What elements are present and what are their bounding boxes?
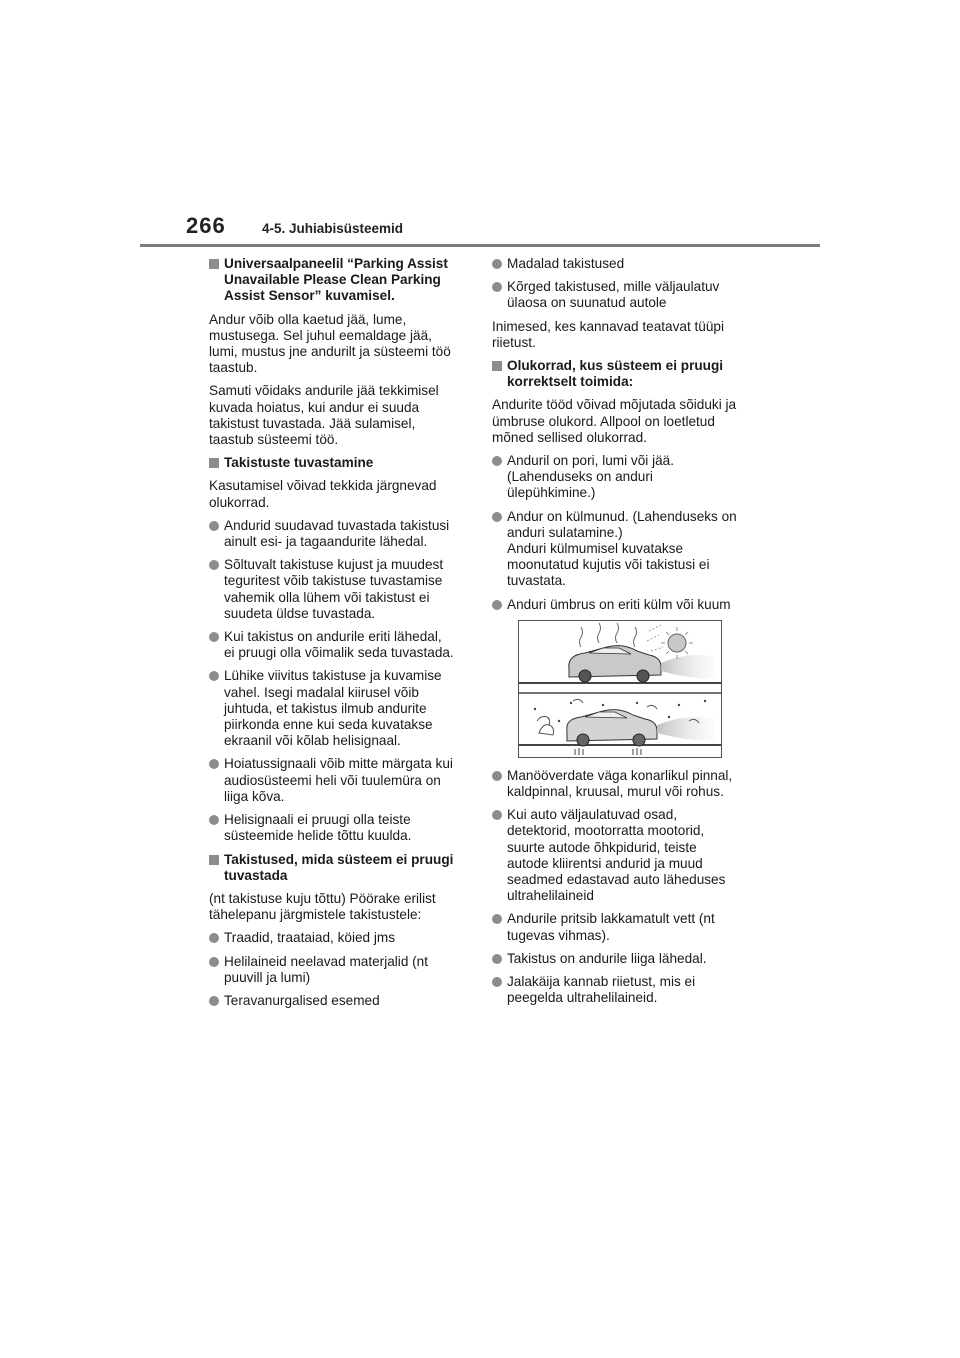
text-line: Helisignaali ei pruugi olla teiste xyxy=(224,812,411,828)
text-bullet xyxy=(209,629,471,661)
text-line: ekraanil või kõlab helisignaal. xyxy=(224,733,401,749)
text-line: detektorid, mootorratta mootorid, xyxy=(507,823,705,839)
text-bullet xyxy=(209,954,471,986)
text-line: ei pruugi olla võimalik seda tuvastada. xyxy=(224,645,454,661)
page-number: 266 xyxy=(186,213,226,238)
text-line: Olukorrad, kus süsteem ei pruugi xyxy=(507,358,724,374)
square-bullet-icon xyxy=(209,259,219,269)
text-line: Manööverdate väga konarlikul pinnal, xyxy=(507,767,733,783)
text-line: tuvastada xyxy=(224,867,288,883)
text-bullet xyxy=(492,768,754,800)
text-heading xyxy=(209,256,471,305)
text-line: Universaalpaneelil “Parking Assist xyxy=(224,256,448,271)
circle-bullet-icon xyxy=(209,759,219,769)
text-line: Assist Sensor” kuvamisel. xyxy=(224,288,395,304)
text-bullet xyxy=(492,974,754,1006)
text-line: Takistuste tuvastamine xyxy=(224,455,374,471)
text-line: tähelepanu järgmistele takistustele: xyxy=(209,907,422,923)
text-line: ülepühkimine.) xyxy=(507,485,596,501)
text-line: kuvada hoiatus, kui andur ei suuda xyxy=(209,399,420,415)
text-bullet xyxy=(492,911,754,943)
text-line: vahemik olla lühem või takistust ei xyxy=(224,589,430,605)
circle-bullet-icon xyxy=(492,810,502,820)
weather-illustration xyxy=(518,620,722,758)
sensor-wave-bottom xyxy=(657,717,715,741)
text-line: moonutatud kujutis või takistusi ei xyxy=(507,557,710,573)
circle-bullet-icon xyxy=(492,456,502,466)
text-line: Helilaineid neelavad materjalid (nt xyxy=(224,953,429,969)
text-line: Sõltuvalt takistuse kujust ja muudest xyxy=(224,557,444,573)
circle-bullet-icon xyxy=(209,632,219,642)
text-line: suudeta üldse tuvastada. xyxy=(224,605,376,621)
text-bullet xyxy=(492,279,754,311)
text-bullet xyxy=(492,509,754,590)
text-line: ainult esi- ja tagaandurite lähedal. xyxy=(224,534,428,550)
text-line: Anduri külmumisel kuvatakse xyxy=(507,541,684,557)
circle-bullet-icon xyxy=(209,560,219,570)
text-line: Hoiatussignaali võib mitte märgata kui xyxy=(224,756,453,772)
circle-bullet-icon xyxy=(209,815,219,825)
text-line: peegelda ultrahelilaineid. xyxy=(507,990,658,1006)
circle-bullet-icon xyxy=(209,957,219,967)
text-bullet xyxy=(209,930,471,946)
text-bullet xyxy=(492,256,754,272)
text-line: vahel. Isegi madalal kiirusel võib xyxy=(224,684,419,700)
text-bullet xyxy=(209,668,471,749)
text-line: Takistus on andurile liiga lähedal. xyxy=(507,950,707,966)
text-bullet xyxy=(209,993,471,1009)
text-line: Takistused, mida süsteem ei pruugi xyxy=(224,851,454,867)
text-line: autode kliirentsi andurid ja muud xyxy=(507,855,703,871)
text-bullet xyxy=(492,597,754,613)
text-line: riietust. xyxy=(492,334,536,350)
circle-bullet-icon xyxy=(209,671,219,681)
text-line: piirkonda enne kui seda kuvatakse xyxy=(224,717,433,733)
square-bullet-icon xyxy=(209,458,219,468)
text-para xyxy=(209,383,471,448)
text-line: Andurite tööd võivad mõjutada sõiduki ja xyxy=(492,397,737,413)
section-title: 4-5. Juhiabisüsteemid xyxy=(262,221,404,236)
text-line: kaldpinnal, kruusal, murul või rohus. xyxy=(507,784,724,800)
text-para xyxy=(209,478,471,510)
text-line: Lühike viivitus takistuse ja kuvamise xyxy=(224,668,442,684)
text-para xyxy=(492,397,754,446)
text-line: Anduri ümbrus on eriti külm või kuum xyxy=(507,596,731,612)
circle-bullet-icon xyxy=(209,996,219,1006)
text-line: Inimesed, kes kannavad teatavat tüüpi xyxy=(492,318,724,334)
text-para xyxy=(209,891,471,923)
text-line: (nt takistuse kuju tõttu) Pöörake erilist xyxy=(209,890,436,906)
text-line: ümbruse olukord. Allpool on loetletud xyxy=(492,413,715,429)
text-line: Andurid suudavad tuvastada takistusi xyxy=(224,517,450,533)
text-line: süsteemide helide tõttu kuulda. xyxy=(224,828,412,844)
text-line: tuvastata. xyxy=(507,573,566,589)
square-bullet-icon xyxy=(209,855,219,865)
circle-bullet-icon xyxy=(492,954,502,964)
circle-bullet-icon xyxy=(209,933,219,943)
text-heading xyxy=(209,852,471,884)
text-line: puuvill ja lumi) xyxy=(224,969,311,985)
text-line: Traadid, traataiad, köied jms xyxy=(224,930,396,946)
text-line: ülaosa on suunatud autole xyxy=(507,295,667,311)
sun-icon xyxy=(668,634,686,652)
text-line: Andur on külmunud. (Lahenduseks on xyxy=(507,508,737,524)
text-line: seadmed edastavad auto läheduses xyxy=(507,872,726,888)
text-line: Madalad takistused xyxy=(507,256,625,271)
text-heading xyxy=(492,358,754,390)
right-column xyxy=(492,256,754,1014)
square-bullet-icon xyxy=(492,361,502,371)
text-line: liiga kõva. xyxy=(224,788,285,804)
text-line: olukorrad. xyxy=(209,494,270,510)
text-line: lumi, mustus jne andurilt ja süsteemi töö xyxy=(209,344,451,360)
text-bullet xyxy=(209,518,471,550)
circle-bullet-icon xyxy=(492,512,502,522)
text-line: Samuti võidaks andurile jää tekkimisel xyxy=(209,383,439,399)
text-line: Anduril on pori, lumi või jää. xyxy=(507,453,674,469)
text-bullet xyxy=(492,453,754,502)
text-line: Teravanurgalised esemed xyxy=(224,992,380,1008)
text-line: anduri sulatamine.) xyxy=(507,524,623,540)
text-bullet xyxy=(492,951,754,967)
text-line: mõned sellised olukorrad. xyxy=(492,429,647,445)
text-line: teguritest võib takistuse tuvastamise xyxy=(224,573,443,589)
text-line: mustusega. Sel juhul eemaldage jää, xyxy=(209,327,432,343)
circle-bullet-icon xyxy=(209,521,219,531)
text-bullet xyxy=(209,756,471,805)
text-line: Unavailable Please Clean Parking xyxy=(224,272,441,288)
text-line: Jalakäija kannab riietust, mis ei xyxy=(507,974,696,990)
text-line: korrektselt toimida: xyxy=(507,374,634,390)
text-line: Kui auto väljaulatuvad osad, xyxy=(507,807,678,823)
text-bullet xyxy=(209,557,471,622)
text-line: taastub. xyxy=(209,360,258,376)
sensor-wave-top xyxy=(661,655,715,679)
weather-illustration-svg xyxy=(519,621,721,757)
text-line: Kõrged takistused, mille väljaulatuv xyxy=(507,279,720,295)
text-line: suurte autode õhkpidurid, teiste xyxy=(507,839,697,855)
text-line: taastub süsteemi töö. xyxy=(209,432,339,448)
text-line: takistust tuvastada. Jää sulamisel, xyxy=(209,415,416,431)
text-bullet xyxy=(492,807,754,904)
text-line: ultrahelilaineid xyxy=(507,888,594,904)
circle-bullet-icon xyxy=(492,977,502,987)
text-line: Kasutamisel võivad tekkida järgnevad xyxy=(209,478,437,494)
text-line: audiosüsteemi heli või tuulemüra on xyxy=(224,772,441,788)
text-para xyxy=(209,312,471,377)
text-line: tugevas vihmas). xyxy=(507,927,610,943)
header-rule xyxy=(140,244,820,247)
text-line: (Lahenduseks on anduri xyxy=(507,469,653,485)
circle-bullet-icon xyxy=(492,771,502,781)
text-line: Kui takistus on andurile eriti lähedal, xyxy=(224,629,442,645)
circle-bullet-icon xyxy=(492,914,502,924)
text-line: Andurile pritsib lakkamatult vett (nt xyxy=(507,911,715,927)
circle-bullet-icon xyxy=(492,282,502,292)
left-column xyxy=(209,256,471,1016)
circle-bullet-icon xyxy=(492,600,502,610)
circle-bullet-icon xyxy=(492,259,502,269)
text-para xyxy=(492,319,754,351)
text-line: juhtuda, et takistus ilmub andurite xyxy=(224,700,427,716)
text-line: Andur võib olla kaetud jää, lume, xyxy=(209,311,407,327)
text-bullet xyxy=(209,812,471,844)
text-heading xyxy=(209,455,471,471)
